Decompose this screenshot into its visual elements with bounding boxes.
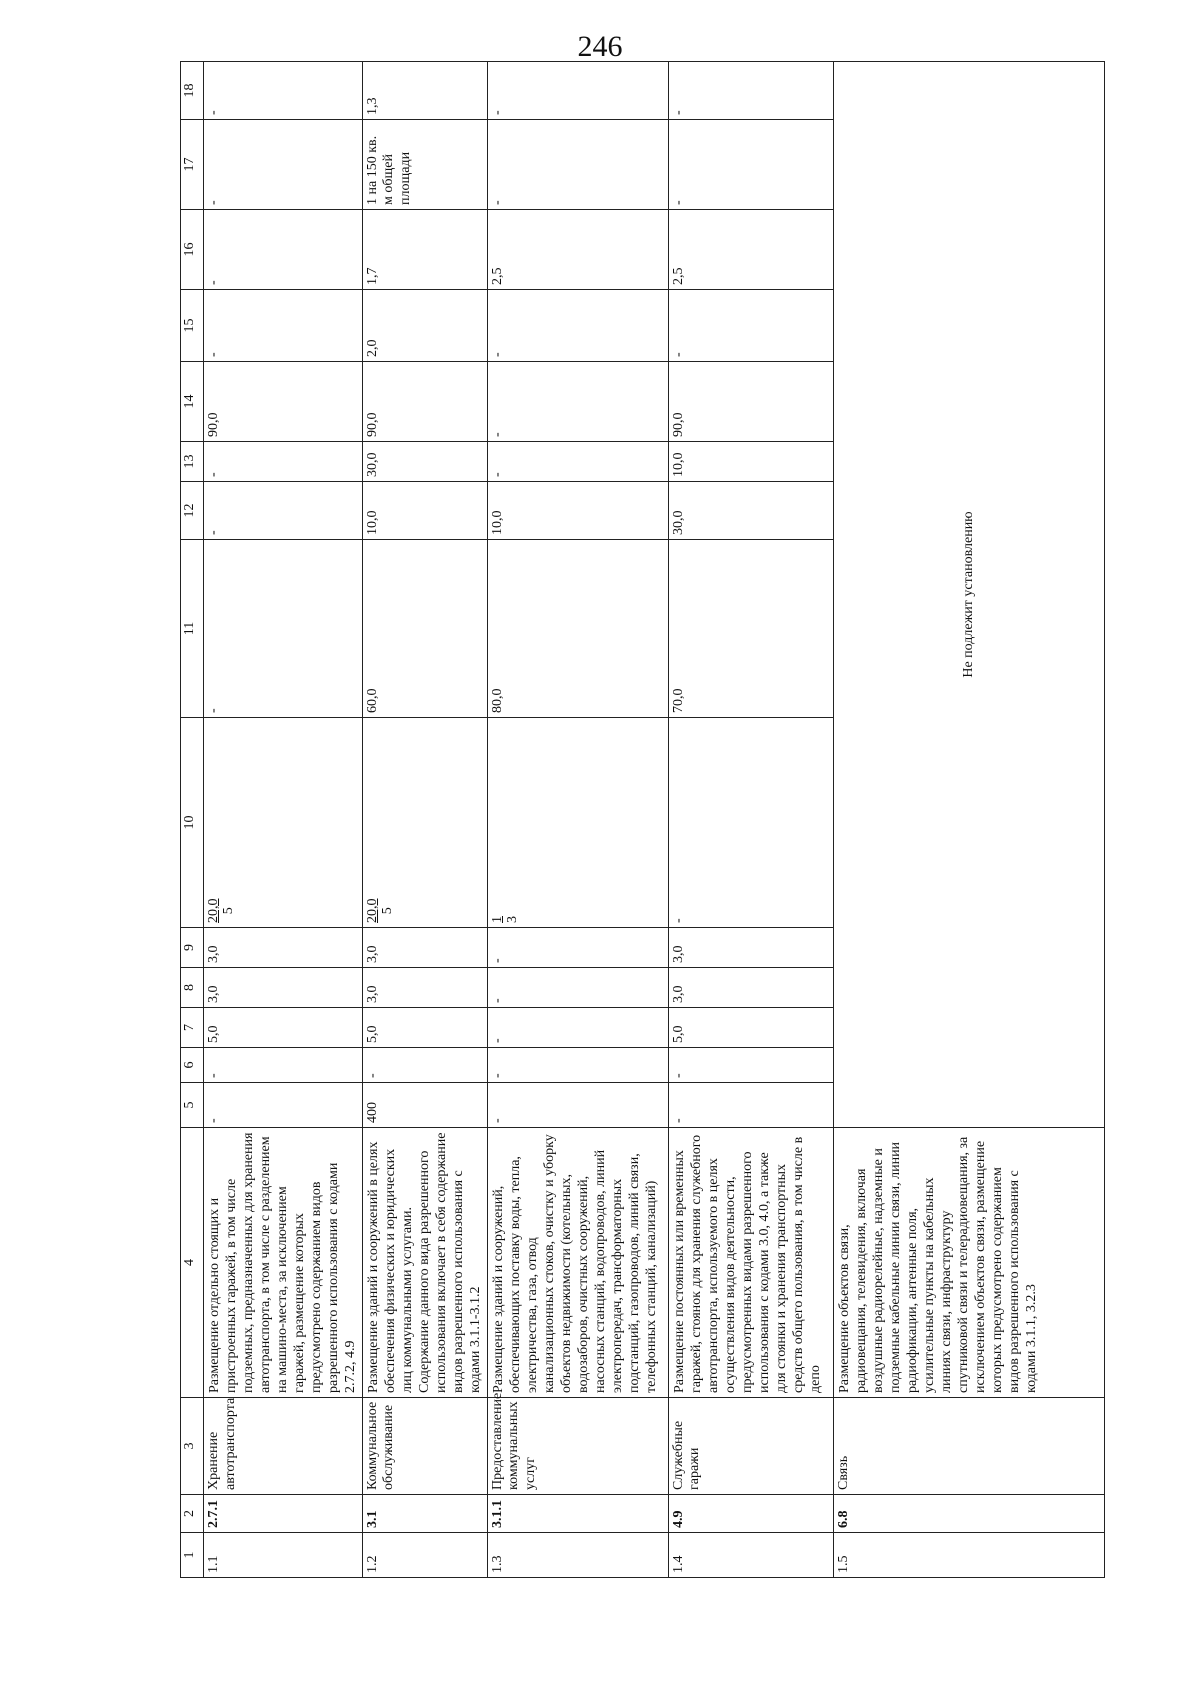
row-number: 1.1 xyxy=(204,1533,363,1578)
cell-value: 3,0 xyxy=(204,968,363,1008)
table-row xyxy=(668,62,834,1578)
cell-value: 2,5 xyxy=(668,210,834,290)
cell-fraction xyxy=(487,718,668,928)
cell-value: - xyxy=(668,120,834,210)
use-code: 3.1 xyxy=(362,1495,487,1533)
cell-value: - xyxy=(487,1083,668,1128)
header-cell: 9 xyxy=(181,928,204,968)
cell-value: 2,5 xyxy=(487,210,668,290)
cell-value: 2,0 xyxy=(362,290,487,362)
cell-value: - xyxy=(487,120,668,210)
cell-value: 70,0 xyxy=(668,540,834,718)
use-code: 3.1.1 xyxy=(487,1495,668,1533)
cell-value: - xyxy=(668,1083,834,1128)
cell-value: 90,0 xyxy=(668,362,834,442)
row-number: 1.2 xyxy=(362,1533,487,1578)
fraction-numerator: 1 xyxy=(489,916,505,923)
fraction-denominator: 5 xyxy=(221,907,236,915)
header-cell: 6 xyxy=(181,1048,204,1083)
row-number: 1.4 xyxy=(668,1533,834,1578)
cell-fraction xyxy=(362,718,487,928)
header-cell: 3 xyxy=(181,1398,204,1495)
header-cell: 8 xyxy=(181,968,204,1008)
cell-value: - xyxy=(204,62,363,120)
row-number: 1.5 xyxy=(834,1533,1105,1578)
cell-value: - xyxy=(487,62,668,120)
fraction-denominator: 3 xyxy=(504,916,520,923)
header-cell: 12 xyxy=(181,482,204,540)
cell-value: - xyxy=(668,62,834,120)
use-description: Размещение зданий и сооружений в целях обеспечения физических и юридических лиц коммунальными услугами. Содержание данного вида разрешенного использования включает в себя содержание видов разрешенного использования с кодами 3.1.1-3.1.2 xyxy=(362,1128,487,1398)
cell-value: 3,0 xyxy=(362,968,487,1008)
table-row xyxy=(362,62,487,1578)
table-row xyxy=(204,62,363,1578)
cell-value: 400 xyxy=(362,1083,487,1128)
use-description: Размещение зданий и сооружений, обеспечивающих поставку воды, тепла, электричества, газа, отвод канализационных стоков, очистку и уборку объектов недвижимости (котельных, водозаборов, очистных сооружений, насосных станций, водопроводов, линий электропередач, трансформаторных подстанций, газопроводов, линий связи, телефонных станций, канализаций) xyxy=(487,1128,668,1398)
table-row xyxy=(487,62,668,1578)
header-row xyxy=(181,62,204,1578)
cell-value: - xyxy=(668,718,834,928)
header-cell: 16 xyxy=(181,210,204,290)
cell-value: - xyxy=(204,210,363,290)
cell-value: 60,0 xyxy=(362,540,487,718)
cell-value: - xyxy=(668,290,834,362)
header-cell: 14 xyxy=(181,362,204,442)
row-number: 1.3 xyxy=(487,1533,668,1578)
cell-value: 10,0 xyxy=(487,482,668,540)
cell-value: - xyxy=(487,928,668,968)
header-cell: 10 xyxy=(181,718,204,928)
cell-value: - xyxy=(204,442,363,482)
cell-value: 30,0 xyxy=(362,442,487,482)
cell-value: - xyxy=(487,1048,668,1083)
use-code: 2.7.1 xyxy=(204,1495,363,1533)
cell-value: - xyxy=(487,442,668,482)
cell-value: 5,0 xyxy=(668,1008,834,1048)
cell-value: 1,3 xyxy=(362,62,487,120)
cell-value: 10,0 xyxy=(668,442,834,482)
header-cell: 11 xyxy=(181,540,204,718)
page-number: 246 xyxy=(577,30,623,63)
cell-value: - xyxy=(668,1048,834,1083)
use-description: Размещение постоянных или временных гаражей, стоянок для хранения служебного автотранспорта, используемого в целях осуществления видов деятельности, предусмотренных видами разрешенного использования с кодами 3.0, 4.0, а также для стоянки и хранения транспортных средств общего пользования, в том числе в депо xyxy=(668,1128,834,1398)
use-description: Размещение отдельно стоящих и пристроенных гаражей, в том числе подземных, предназначенных для хранения автотранспорта, в том числе с разделением на машино-места, за исключением гаражей, размещение которых предусмотрено содержанием видов разрешенного использования с кодами 2.7.2, 4.9 xyxy=(204,1128,363,1398)
use-name: Коммунальное обслуживание xyxy=(362,1398,487,1495)
cell-value: 3,0 xyxy=(204,928,363,968)
header-cell: 2 xyxy=(181,1495,204,1533)
cell-value: 3,0 xyxy=(668,928,834,968)
cell-value: 80,0 xyxy=(487,540,668,718)
cell-value: - xyxy=(487,968,668,1008)
use-description: Размещение объектов связи, радиовещания, телевидения, включая воздушные радиорелейные, надземные и подземные кабельные линии связи, линии радиофикации, антенные поля, усилительные пункты на кабельных линиях связи, инфраструктуру спутниковой связи и телерадиовещания, за исключением объектов связи, размещение которых предусмотрено содержанием видов разрешенного использования с кодами 3.1.1, 3.2.3 xyxy=(834,1128,1105,1398)
cell-value: - xyxy=(487,362,668,442)
cell-fraction xyxy=(204,718,363,928)
fraction-numerator: 20,0 xyxy=(206,898,221,923)
cell-value: 1,7 xyxy=(362,210,487,290)
cell-value: - xyxy=(204,482,363,540)
cell-value: - xyxy=(204,540,363,718)
merged-note-cell: Не подлежит установлению xyxy=(834,62,1105,1128)
use-code: 4.9 xyxy=(668,1495,834,1533)
use-name: Предоставление коммунальных услуг xyxy=(487,1398,668,1495)
cell-value: - xyxy=(487,1008,668,1048)
cell-value: 90,0 xyxy=(204,362,363,442)
fraction-numerator: 20,0 xyxy=(364,898,380,923)
cell-value: 30,0 xyxy=(668,482,834,540)
cell-value: 3,0 xyxy=(668,968,834,1008)
header-cell: 1 xyxy=(181,1533,204,1578)
header-cell: 17 xyxy=(181,120,204,210)
header-cell: 4 xyxy=(181,1128,204,1398)
cell-value: 5,0 xyxy=(204,1008,363,1048)
use-name: Связь xyxy=(834,1398,1105,1495)
use-name: Хранение автотранспорта xyxy=(204,1398,363,1495)
use-code: 6.8 xyxy=(834,1495,1105,1533)
cell-value: 10,0 xyxy=(362,482,487,540)
cell-value: - xyxy=(204,290,363,362)
cell-value: 90,0 xyxy=(362,362,487,442)
cell-value: - xyxy=(204,1083,363,1128)
cell-value: - xyxy=(487,290,668,362)
regulations-table xyxy=(180,61,1105,1578)
header-cell: 13 xyxy=(181,442,204,482)
cell-value: - xyxy=(204,120,363,210)
table-row xyxy=(834,62,1105,1578)
cell-value: - xyxy=(204,1048,363,1083)
cell-value: 3,0 xyxy=(362,928,487,968)
cell-value: 5,0 xyxy=(362,1008,487,1048)
fraction-denominator: 5 xyxy=(379,907,395,915)
use-name: Служебные гаражи xyxy=(668,1398,834,1495)
header-cell: 18 xyxy=(181,62,204,120)
header-cell: 5 xyxy=(181,1083,204,1128)
cell-value: 1 на 150 кв. м общей площади xyxy=(362,120,487,210)
header-cell: 7 xyxy=(181,1008,204,1048)
header-cell: 15 xyxy=(181,290,204,362)
rotated-table-wrapper xyxy=(180,83,1105,1578)
cell-value: - xyxy=(362,1048,487,1083)
